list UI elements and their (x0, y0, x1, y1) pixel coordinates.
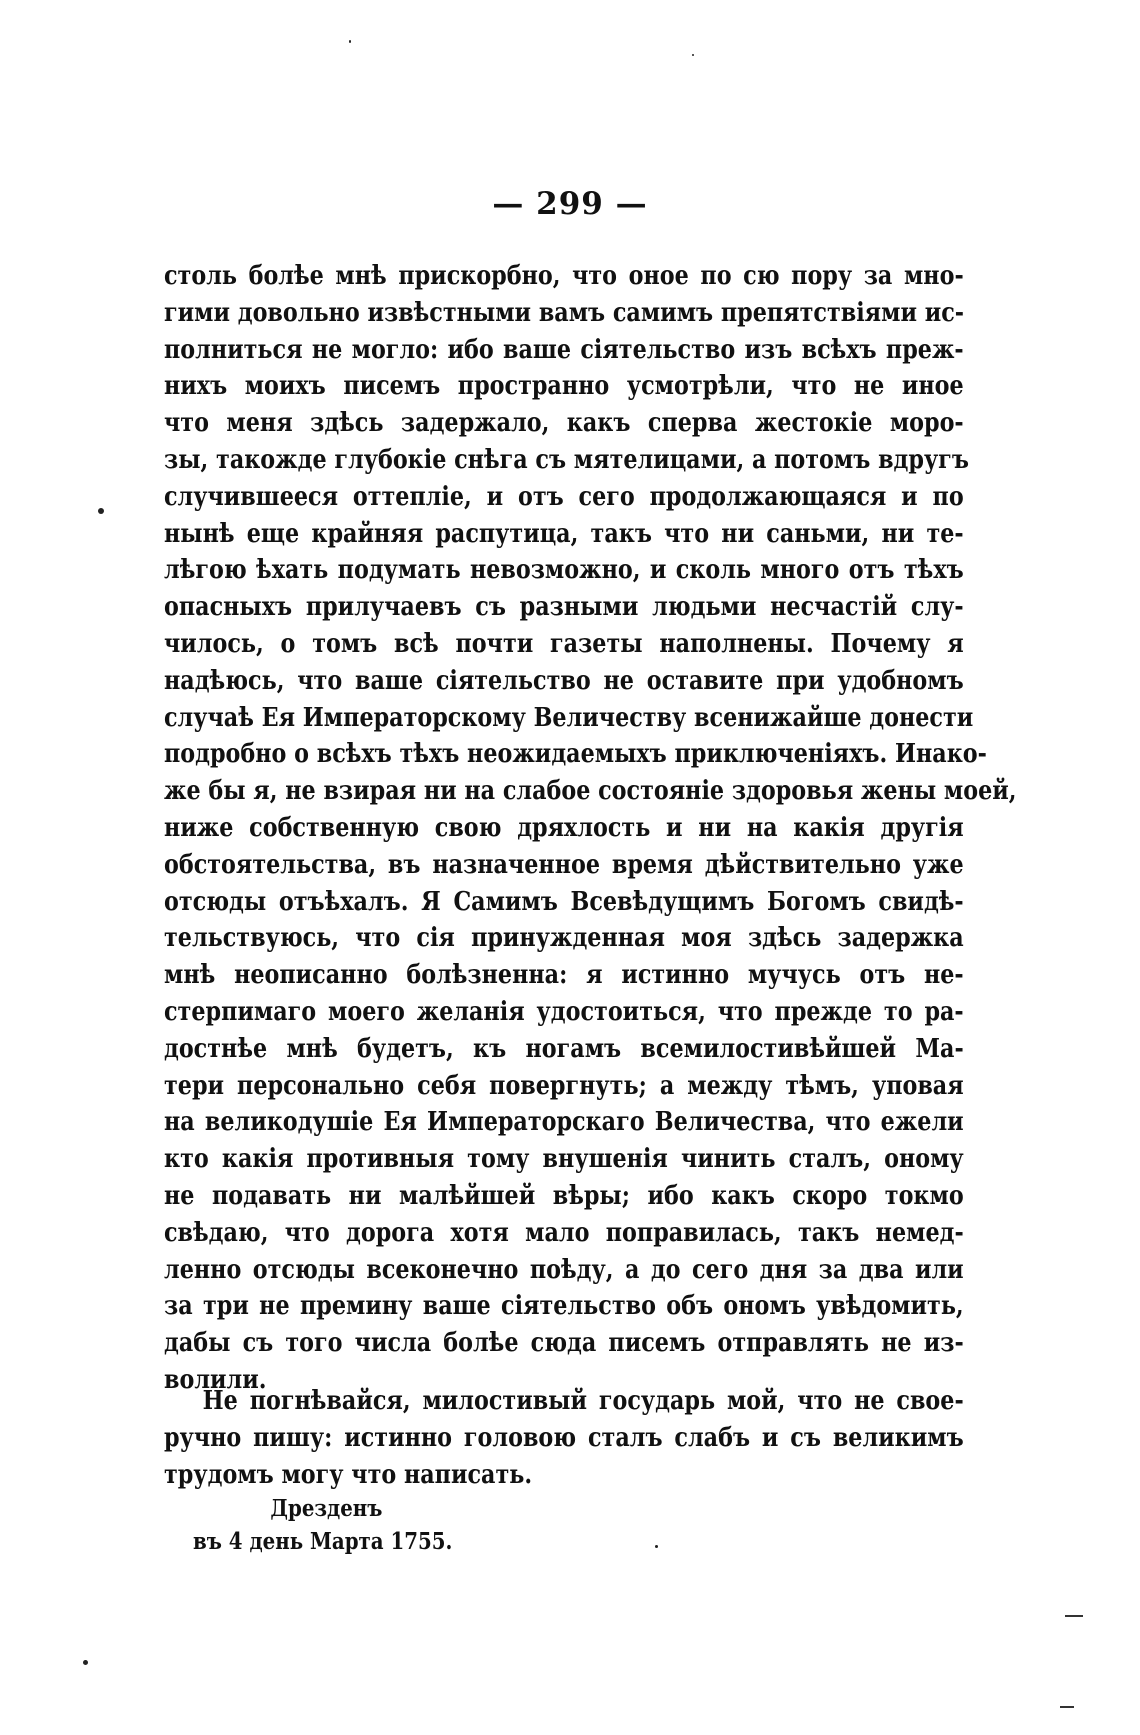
text-line: же бы я, не взирая ни на слабое состояніе здоровья жены моей, (164, 775, 1017, 807)
text-line: на великодушіе Ея Императорскаго Величества, что ежели (164, 1106, 964, 1138)
text-line: ленно отсюды всеконечно поѣду, а до сего дня за два или (164, 1253, 964, 1285)
text-line: надѣюсь, что ваше сіятельство не оставите при удобномъ (164, 664, 964, 696)
text-line: отсюды отъѣхалъ. Я Самимъ Всевѣдущимъ Богомъ свидѣ- (164, 885, 964, 917)
text-line: свѣдаю, что дорога хотя мало поправилась, такъ немед- (164, 1216, 964, 1248)
text-line: чилось, о томъ всѣ почти газеты наполнены. Почему я (164, 627, 964, 659)
letter-signature (193, 1492, 452, 1558)
text-line: стерпимаго моего желанія удостоиться, что прежде то ра- (164, 995, 964, 1027)
text-line: что меня здѣсь задержало, какъ сперва жестокіе моро- (164, 407, 964, 439)
text-line: ниже собственную свою дряхлость и ни на какія другія (164, 811, 964, 843)
text-line: случившееся оттепліе, и отъ сего продолжающаяся и по (164, 480, 964, 512)
text-line: гими довольно извѣстными вамъ самимъ препятствіями ис- (164, 296, 965, 328)
text-line: нихъ моихъ писемъ пространно усмотрѣли, что не иное (164, 370, 964, 402)
letter-body-paragraph-1 (164, 258, 1017, 1399)
text-line: лѣгою ѣхать подумать невозможно, и сколь много отъ тѣхъ (164, 554, 964, 586)
margin-mark (1065, 1615, 1083, 1617)
letter-body-paragraph-2 (164, 1383, 964, 1493)
scan-speck (98, 508, 104, 514)
text-line: Не погнѣвайся, милостивый государь мой, что не свое- (202, 1385, 964, 1416)
text-line: трудомъ могу что написать. (164, 1458, 533, 1490)
text-line: дабы съ того числа болѣе сюда писемъ отправлять не из- (164, 1327, 964, 1359)
scan-speck (83, 1660, 88, 1665)
text-line: достнѣе мнѣ будетъ, къ ногамъ всемилостивѣйшей Ма- (164, 1032, 964, 1064)
text-line: тери персонально себя повергнуть; а между тѣмъ, уповая (164, 1069, 964, 1101)
page-number: — 299 — (492, 186, 648, 222)
text-line: не подавать ни малѣйшей вѣры; ибо какъ скоро токмо (164, 1179, 964, 1211)
scan-speck (655, 1545, 658, 1548)
text-line: зы, такожде глубокіе снѣга съ мятелицами, а потомъ вдругъ (164, 443, 969, 475)
text-line: обстоятельства, въ назначенное время дѣйствительно уже (164, 848, 964, 880)
text-line: мнѣ неописанно болѣзненна: я истинно мучусь отъ не- (164, 959, 964, 991)
text-line: ручно пишу: истинно головою сталъ слабъ и съ великимъ (164, 1421, 964, 1453)
text-line: столь болѣе мнѣ прискорбно, что оное по сю пору за мно- (164, 260, 964, 291)
text-line: кто какія противныя тому внушенія чинить сталъ, оному (164, 1143, 964, 1175)
text-line: волили. (164, 1363, 267, 1395)
text-line: подробно о всѣхъ тѣхъ неожидаемыхъ приключеніяхъ. Инако- (164, 738, 987, 770)
text-line: за три не премину ваше сіятельство объ ономъ увѣдомить, (164, 1290, 964, 1322)
margin-mark (1060, 1706, 1074, 1708)
text-line: случаѣ Ея Императорскому Величеству всенижайше донести (164, 701, 974, 733)
scan-speck (349, 40, 351, 43)
text-line: полниться не могло: ибо ваше сіятельство изъ всѣхъ преж- (164, 333, 964, 365)
scan-speck (692, 54, 694, 56)
signature-date: въ 4 день Марта 1755. (193, 1528, 453, 1555)
text-line: нынѣ еще крайняя распутица, такъ что ни саньми, ни те- (164, 517, 964, 549)
text-line: опасныхъ прилучаевъ съ разными людьми несчастій слу- (164, 591, 964, 623)
signature-city: Дрезденъ (270, 1495, 383, 1522)
text-line: тельствуюсь, что сія принужденная моя здѣсь задержка (164, 922, 964, 954)
